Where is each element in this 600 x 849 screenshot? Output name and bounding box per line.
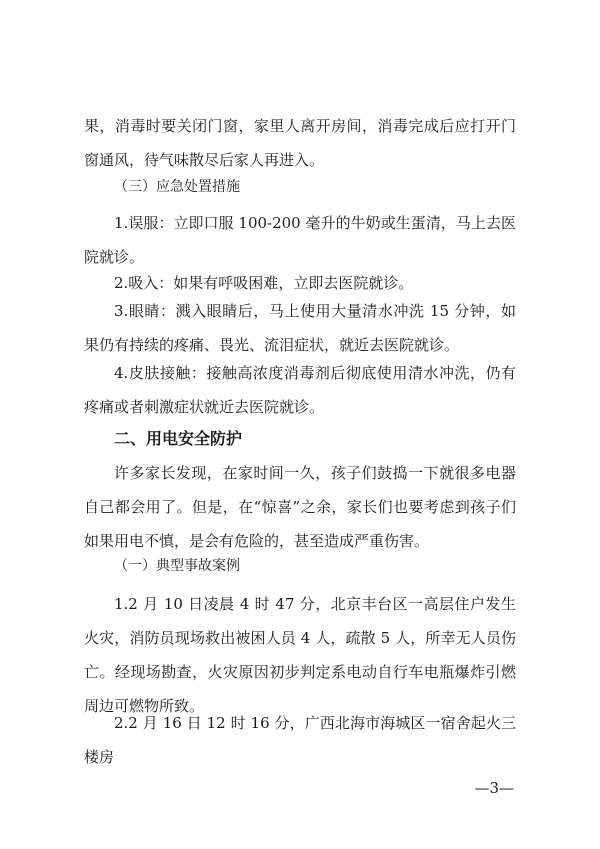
subheading-typical-cases: （一）典型事故案例 <box>114 558 240 574</box>
section-heading-electric-safety: 二、用电安全防护 <box>114 429 243 448</box>
page-number: —3— <box>474 779 514 797</box>
list-item-eyes: 3.眼睛：溅入眼睛后，马上使用大量清水冲洗 15 分钟，如果仍有持续的疼痛、畏光、流泪症状，就近去医院就诊。 <box>84 302 516 354</box>
list-item-skin: 4.皮肤接触：接触高浓度消毒剂后彻底使用清水冲洗，仍有疼痛或者刺激症状就近去医院就诊。 <box>84 364 516 416</box>
intro-paragraph: 果，消毒时要关闭门窗，家里人离开房间，消毒完成后应打开门窗通风，待气味散尽后家人再进入。 <box>84 117 516 169</box>
subheading-emergency: （三）应急处置措施 <box>114 179 240 195</box>
list-item-inhalation: 2.吸入：如果有呼吸困难，立即去医院就诊。 <box>114 274 414 292</box>
electric-paragraph: 许多家长发现，在家时间一久，孩子们鼓捣一下就很多电器自己都会用了。但是，在“惊喜”之余，家长们也要考虑到孩子们如果用电不慎，是会有危险的，甚至造成严重伤害。 <box>84 464 516 550</box>
case-item-2: 2.2 月 16 日 12 时 16 分，广西北海市海城区一宿舍起火三楼房 <box>84 714 516 766</box>
list-item-ingestion: 1.误服：立即口服 100-200 毫升的牛奶或生蛋清，马上去医院就诊。 <box>84 214 516 266</box>
case-item-1: 1.2 月 10 日凌晨 4 时 47 分，北京丰台区一高层住户发生火灾，消防员现场救出被困人员 4 人，疏散 5 人，所幸无人员伤亡。经现场勘查，火灾原因初步判定系电动自行车电瓶爆炸引燃周边可燃物所致。 <box>84 595 516 715</box>
